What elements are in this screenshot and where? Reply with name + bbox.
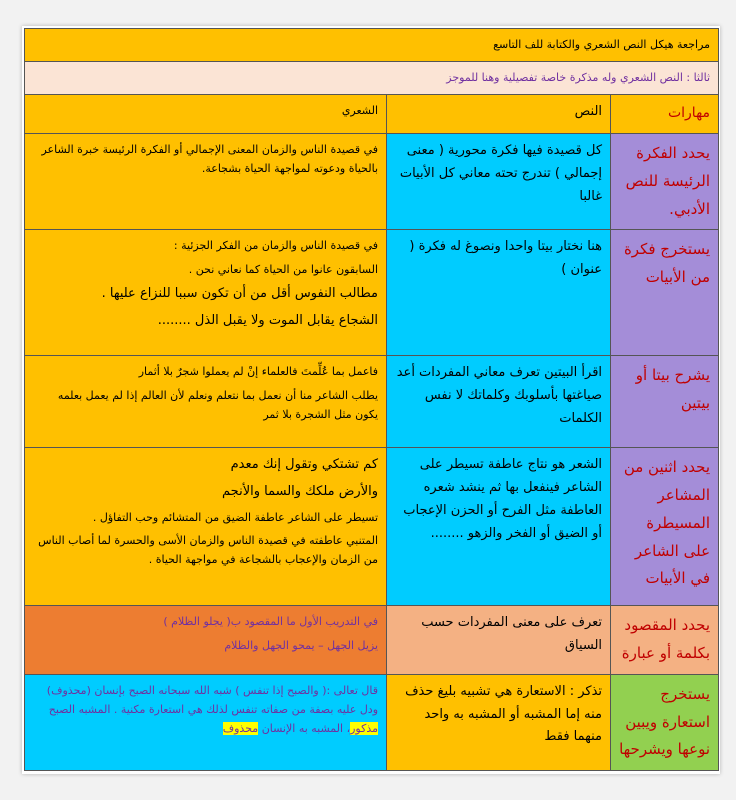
highlight-omitted: محذوف (222, 722, 259, 736)
header-poem: الشعري (25, 95, 387, 134)
text-cell: تذكر : الاستعارة هي تشبيه بليغ حذف منه إما المشبه أو المشبه به واحد منهما فقط (387, 674, 611, 770)
skill-cell: يشرح بيتا أو بيتين (611, 356, 719, 448)
poem-cell (25, 356, 387, 448)
verse-line: والأرض ملكك والسما والأنجم (222, 484, 379, 499)
text-cell: اقرأ البيتين تعرف معاني المفردات أعد صياغتها بأسلوبك وكلماتك لا نفس الكلمات (387, 356, 611, 448)
table-row (25, 606, 719, 675)
skill-cell: يحدد الفكرة الرئيسة للنص الأدبي. (611, 134, 719, 230)
skill-cell: يستخرج استعارة ويبين نوعها ويشرحها (611, 674, 719, 770)
text-cell: الشعر هو نتاج عاطفة تسيطر على الشاعر فينفعل بها ثم ينشد شعره العاطفة مثل الفرح أو الحزن الإعجاب أو الضيق أو الفخر والزهو ........ (387, 448, 611, 606)
skill-cell: يستخرج فكرة من الأبيات (611, 230, 719, 356)
poem-cell (25, 230, 387, 356)
poem-line: الشجاع يقابل الموت ولا يقبل الذل ........ (157, 312, 379, 328)
poem-line: قال تعالى :( والصبح إذا تنفس ) شبه الله سبحانه الصبح بإنسان (محذوف) ودل عليه بصفة من صفاته تنفس لذلك هي استعارة مكنية . المشبه الصبح (46, 683, 379, 716)
header-text: النص (387, 95, 611, 134)
poem-line: يزيل الجهل – يمحو الجهل والظلام (224, 638, 379, 652)
verse-line: فاعمل بما عُلِّمتَ فالعلماء إنْ لم يعملوا شجرٌ بلا أثمار (138, 365, 379, 379)
poem-cell (25, 606, 387, 675)
document-page (22, 26, 720, 774)
skill-cell: يحدد المقصود بكلمة أو عبارة (611, 606, 719, 675)
poem-cell (25, 134, 387, 230)
page-title: مراجعة هيكل النص الشعري والكتابة للف التاسع (25, 29, 719, 62)
text-cell: كل قصيدة فيها فكرة محورية ( معنى إجمالي ) تندرج تحته معاني كل الأبيات غالبا (387, 134, 611, 230)
poem-line: تسيطر على الشاعر عاطفة الضيق من المتشائم وحب التفاؤل . (92, 510, 379, 524)
poem-line: مطالب النفوس أقل من أن تكون سببا للنزاع عليها . (101, 285, 379, 301)
poem-line-mid: ، المشبه به الإنسان (261, 722, 351, 736)
verse-line: كم تشتكي وتقول إنك معدم (230, 457, 379, 473)
poem-cell (25, 448, 387, 606)
poem-line: المتنبي عاطفته في قصيدة الناس والزمان الأسى والحسرة لما أصاب الناس من الزمان والإعجاب بالشجاعة في مواجهة الحياة . (38, 534, 379, 567)
poem-line: في قصيدة الناس والزمان من الفكر الجزئية : (173, 239, 379, 253)
poem-cell (25, 674, 387, 770)
header-skills: مهارات (611, 95, 719, 134)
table-row (25, 674, 719, 770)
table-row (25, 134, 719, 230)
poem-line: في قصيدة الناس والزمان المعنى الإجمالي أو الفكرة الرئيسة خبرة الشاعر بالحياة ودعوته لمواجهة الحياة بشجاعة. (41, 143, 379, 176)
text-cell: هنا نختار بيتا واحدا ونصوغ له فكرة ( عنوان ) (387, 230, 611, 356)
table-row (25, 448, 719, 606)
section-subtitle: ثالثا : النص الشعري وله مذكرة خاصة تفصيلية وهنا للموجز (25, 62, 719, 95)
table-row (25, 356, 719, 448)
poem-line: السابقون عانوا من الحياة كما نعاني نحن . (188, 262, 379, 276)
poem-line: يطلب الشاعر منا أن نعمل بما نتعلم ونعلم لأن العالم إذا لم يعمل بعلمه يكون مثل الشجرة بلا ثمر (57, 388, 379, 421)
highlight-mentioned: مذكور (350, 722, 379, 736)
header-row (25, 95, 719, 134)
skill-cell: يحدد اثنين من المشاعر المسيطرة على الشاعر في الأبيات (611, 448, 719, 606)
poem-line: في التدريب الأول ما المقصود ب( يجلو الظلام ) (163, 615, 379, 629)
title-row (25, 29, 719, 62)
review-table (24, 28, 719, 771)
text-cell: تعرف على معنى المفردات حسب السياق (387, 606, 611, 675)
table-row (25, 230, 719, 356)
subtitle-row (25, 62, 719, 95)
